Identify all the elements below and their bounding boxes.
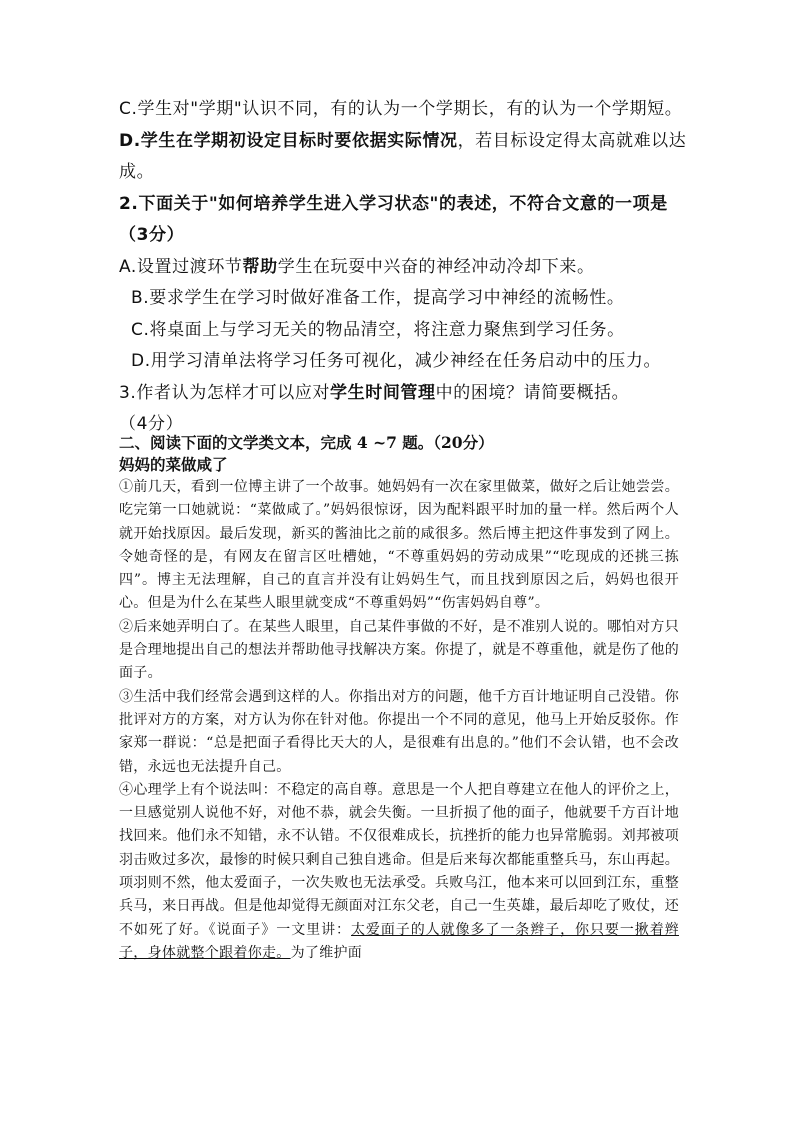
option-d-rest: ，若目标设定得太高就难以达成。 [119,130,687,182]
question-3-bold: 学生时间管理 [330,382,436,403]
section-heading: 二、阅读下面的文学类文本，完成 4 ~7 题。（20分） [119,433,494,452]
option-d-bold: D.学生在学期初设定目标时要依据实际情况 [119,130,458,151]
paragraph-3: ③生活中我们经常会遇到这样的人。你指出对方的问题，他千方百计地证明自己没错。你批评对方的方案，对方认为你在针对他。你提出一个不同的意见，他马上开始反驳你。作家郑一群说：“总是把面子看得比天大的人，是很难有出息的。”他们不会认错，也不会改错，永远也无法提升自己。 [119,688,679,775]
question-block [119,94,689,441]
question-2-option-d: D.用学习清单法将学习任务可视化，减少神经在任务启动中的压力。 [131,351,662,371]
paragraph-4-underlined-quote: 太爱面子的人就像多了一条辫子，你只要一揪着辫子，身体就整个跟着你走。 [119,921,679,961]
option-c: C.学生对"学期"认识不同，有的认为一个学期长，有的认为一个学期短。 [119,99,683,119]
option-a-post: 学生在玩耍中兴奋的神经冲动冷却下来。 [277,256,595,277]
question-2-option-c: C.将桌面上与学习无关的物品清空，将注意力聚焦到学习任务。 [131,319,625,340]
question-2-option-b: B.要求学生在学习时做好准备工作，提高学习中神经的流畅性。 [131,288,625,308]
paragraph-1: ①前几天，看到一位博主讲了一个故事。她妈妈有一次在家里做菜，做好之后让她尝尝。吃完第一口她就说：“菜做咸了。”妈妈很惊讶，因为配料跟平时加的量一样。然后两个人就开始找原因。最后发现，新买的酱油比之前的咸很多。然后博主把这件事发到了网上。令她奇怪的是，有网友在留言区吐槽她，“不尊重妈妈的劳动成果”“吃现成的还挑三拣四”。博主无法理解，自己的直言并没有让妈妈生气，而且找到原因之后，妈妈也很开心。但是为什么在某些人眼里就变成“不尊重妈妈”“伤害妈妈自尊”。 [119,479,679,612]
option-a-pre: A.设置过渡环节 [119,256,243,277]
question-2-stem: 2.下面关于"如何培养学生进入学习状态"的表述，不符合文意的一项是（3分） [119,193,668,245]
option-a-bold: 帮助 [242,256,278,277]
reading-section [119,432,679,965]
question-3-post: 中的困境？请简要概括。 [435,382,630,403]
paragraph-4 [119,779,679,965]
question-3-pre: 3.作者认为怎样才可以应对 [119,382,331,403]
paragraph-4-text: ④心理学上有个说法叫：不稳定的高自尊。意思是一个人把自尊建立在他人的评价之上，一旦感觉别人说他不好，对他不恭，就会失衡。一旦折损了他的面子，他就要千方百计地找回来。他们永不知错，永不认错。不仅很难成长，抗挫折的能力也异常脆弱。刘邦被项羽击败过多次，最惨的时候只剩自己独自逃命。但是后来每次都能重整兵马，东山再起。项羽则不然，他太爱面子，一次失败也无法承受。兵败乌江，他本来可以回到江东，重整兵马，来日再战。但是他却觉得无颜面对江东父老，自己一生英雄，最后却吃了败仗，还不如死了好。《说面子》一文里讲： [119,781,679,938]
question-3 [119,378,689,410]
paragraph-4-tail: 为了维护面 [290,944,363,961]
option-d [119,126,689,189]
paragraph-2: ②后来她弄明白了。在某些人眼里，自己某件事做的不好，是不准别人说的。哪怕对方只是合理地提出自己的想法并帮助他寻找解决方案。你提了，就是不尊重他，就是伤了他的面子。 [119,618,679,682]
question-3-score: （4分） [119,414,184,434]
question-2-option-a [119,252,689,284]
story-title: 妈妈的菜做咸了 [119,455,228,474]
